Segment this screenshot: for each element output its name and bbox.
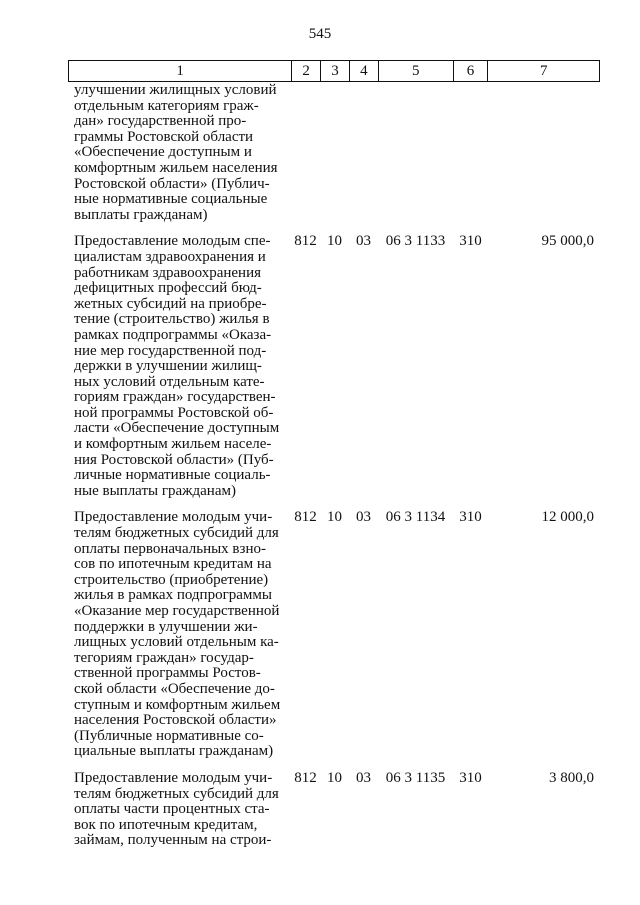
description-line: вок по ипотечным кредитам, <box>74 816 258 833</box>
description-line: (Публичные нормативные со- <box>74 727 264 744</box>
description-line: телям бюджетных субсидий для <box>74 785 279 802</box>
description-line: ние мер государственной под- <box>74 342 267 359</box>
description-line: Ростовской области» (Публич- <box>74 175 270 192</box>
description-line: отдельным категориям граж- <box>74 97 259 114</box>
description-line: жетных субсидий на приобре- <box>74 295 267 312</box>
description-line: ласти «Обеспечение доступным <box>74 420 280 437</box>
table-row <box>68 83 600 223</box>
subsection-code <box>349 83 378 223</box>
table-header <box>68 60 600 82</box>
description-line: тение (строительство) жилья в <box>74 311 270 328</box>
page-number: 545 <box>308 26 332 42</box>
description-line: Предоставление молодым учи- <box>74 769 273 786</box>
description-line: «Обеспечение доступным и <box>74 144 252 161</box>
description-line: оплаты части процентных ста- <box>74 801 270 818</box>
header-col-3: 3 <box>320 61 349 81</box>
description-line: граммы Ростовской области <box>74 128 254 145</box>
table-row <box>68 234 600 499</box>
description-line: жилья в рамках подпрограммы <box>74 587 272 604</box>
description-line: и комфортным жильем населе- <box>74 436 272 453</box>
description-line: комфортным жильем населения <box>74 159 278 176</box>
table-row <box>68 510 600 760</box>
description-line: «Оказание мер государственной <box>74 603 280 619</box>
description-line: ной программы Ростовской об- <box>74 404 274 421</box>
description-line: ния Ростовской области» (Пуб- <box>74 451 274 468</box>
description-line: поддержки в улучшении жи- <box>74 618 258 635</box>
description-line: дан» государственной про- <box>74 113 247 130</box>
description-line: населения Ростовской области» <box>74 712 277 729</box>
ministry-code <box>291 83 320 223</box>
table-body <box>68 83 600 860</box>
description-line: выплаты гражданам) <box>74 206 208 223</box>
description-line: работникам здравоохранения <box>74 264 262 281</box>
description-line: циалистам здравоохранения и <box>74 248 266 265</box>
description-line: ственной программы Ростов- <box>74 665 261 682</box>
subsection-code: 03 <box>356 509 371 526</box>
description-line: ступным и комфортным жильем <box>74 696 281 713</box>
description-line: улучшении жилищных условий <box>74 82 277 98</box>
description-line: ные нормативные социальные <box>74 191 268 208</box>
description-line: дефицитных профессий бюд- <box>74 280 262 297</box>
header-col-2: 2 <box>291 61 320 81</box>
target-article-code: 06 3 1135 <box>385 769 446 786</box>
description-line: лищных условий отдельным ка- <box>74 634 279 651</box>
expense-type-code <box>453 83 488 223</box>
row-description <box>68 510 291 760</box>
description-line: личные нормативные социаль- <box>74 467 271 484</box>
subsection-code: 03 <box>356 233 371 250</box>
description-line: Предоставление молодым спе- <box>74 233 271 250</box>
target-article-code: 06 3 1133 <box>385 233 446 250</box>
section-code: 10 <box>327 769 342 786</box>
description-line: Предоставление молодым учи- <box>74 509 273 526</box>
description-line: сов по ипотечным кредитам на <box>74 556 272 573</box>
description-line: ской области «Обеспечение до- <box>74 680 275 697</box>
description-line: оплаты первоначальных взно- <box>74 540 266 557</box>
row-description <box>68 234 291 499</box>
ministry-code: 812 <box>294 509 317 526</box>
subsection-code: 03 <box>356 769 371 786</box>
expense-type-code: 310 <box>459 769 482 786</box>
description-line: ных условий отдельным кате- <box>74 373 265 390</box>
description-line: тегориям граждан» государ- <box>74 649 254 666</box>
header-col-1: 1 <box>176 62 184 79</box>
header-col-6: 6 <box>453 61 488 81</box>
expense-type-code: 310 <box>459 509 482 526</box>
expense-type-code: 310 <box>459 233 482 250</box>
table-row <box>68 771 600 849</box>
header-col-7: 7 <box>487 61 599 81</box>
target-article-code: 06 3 1134 <box>385 509 446 526</box>
description-line: телям бюджетных субсидий для <box>74 525 279 542</box>
row-description <box>68 83 291 223</box>
section-code: 10 <box>327 233 342 250</box>
description-line: рамках подпрограммы «Оказа- <box>74 326 272 343</box>
header-col-5: 5 <box>378 61 453 81</box>
amount: 3 800,0 <box>549 769 594 786</box>
amount: 12 000,0 <box>541 509 594 526</box>
description-line: держки в улучшении жилищ- <box>74 358 262 375</box>
row-description <box>68 771 291 849</box>
description-line: строительство (приобретение) <box>74 571 269 588</box>
ministry-code: 812 <box>294 769 317 786</box>
section-code <box>320 83 349 223</box>
amount <box>488 83 600 223</box>
header-col-4: 4 <box>349 61 378 81</box>
description-line: циальные выплаты гражданам) <box>74 743 274 760</box>
amount: 95 000,0 <box>541 233 594 250</box>
section-code: 10 <box>327 509 342 526</box>
description-line: ные выплаты гражданам) <box>74 482 236 499</box>
target-article-code <box>378 83 453 223</box>
description-line: гориям граждан» государствен- <box>74 389 276 406</box>
ministry-code: 812 <box>294 233 317 250</box>
description-line: займам, полученным на строи- <box>74 832 272 849</box>
